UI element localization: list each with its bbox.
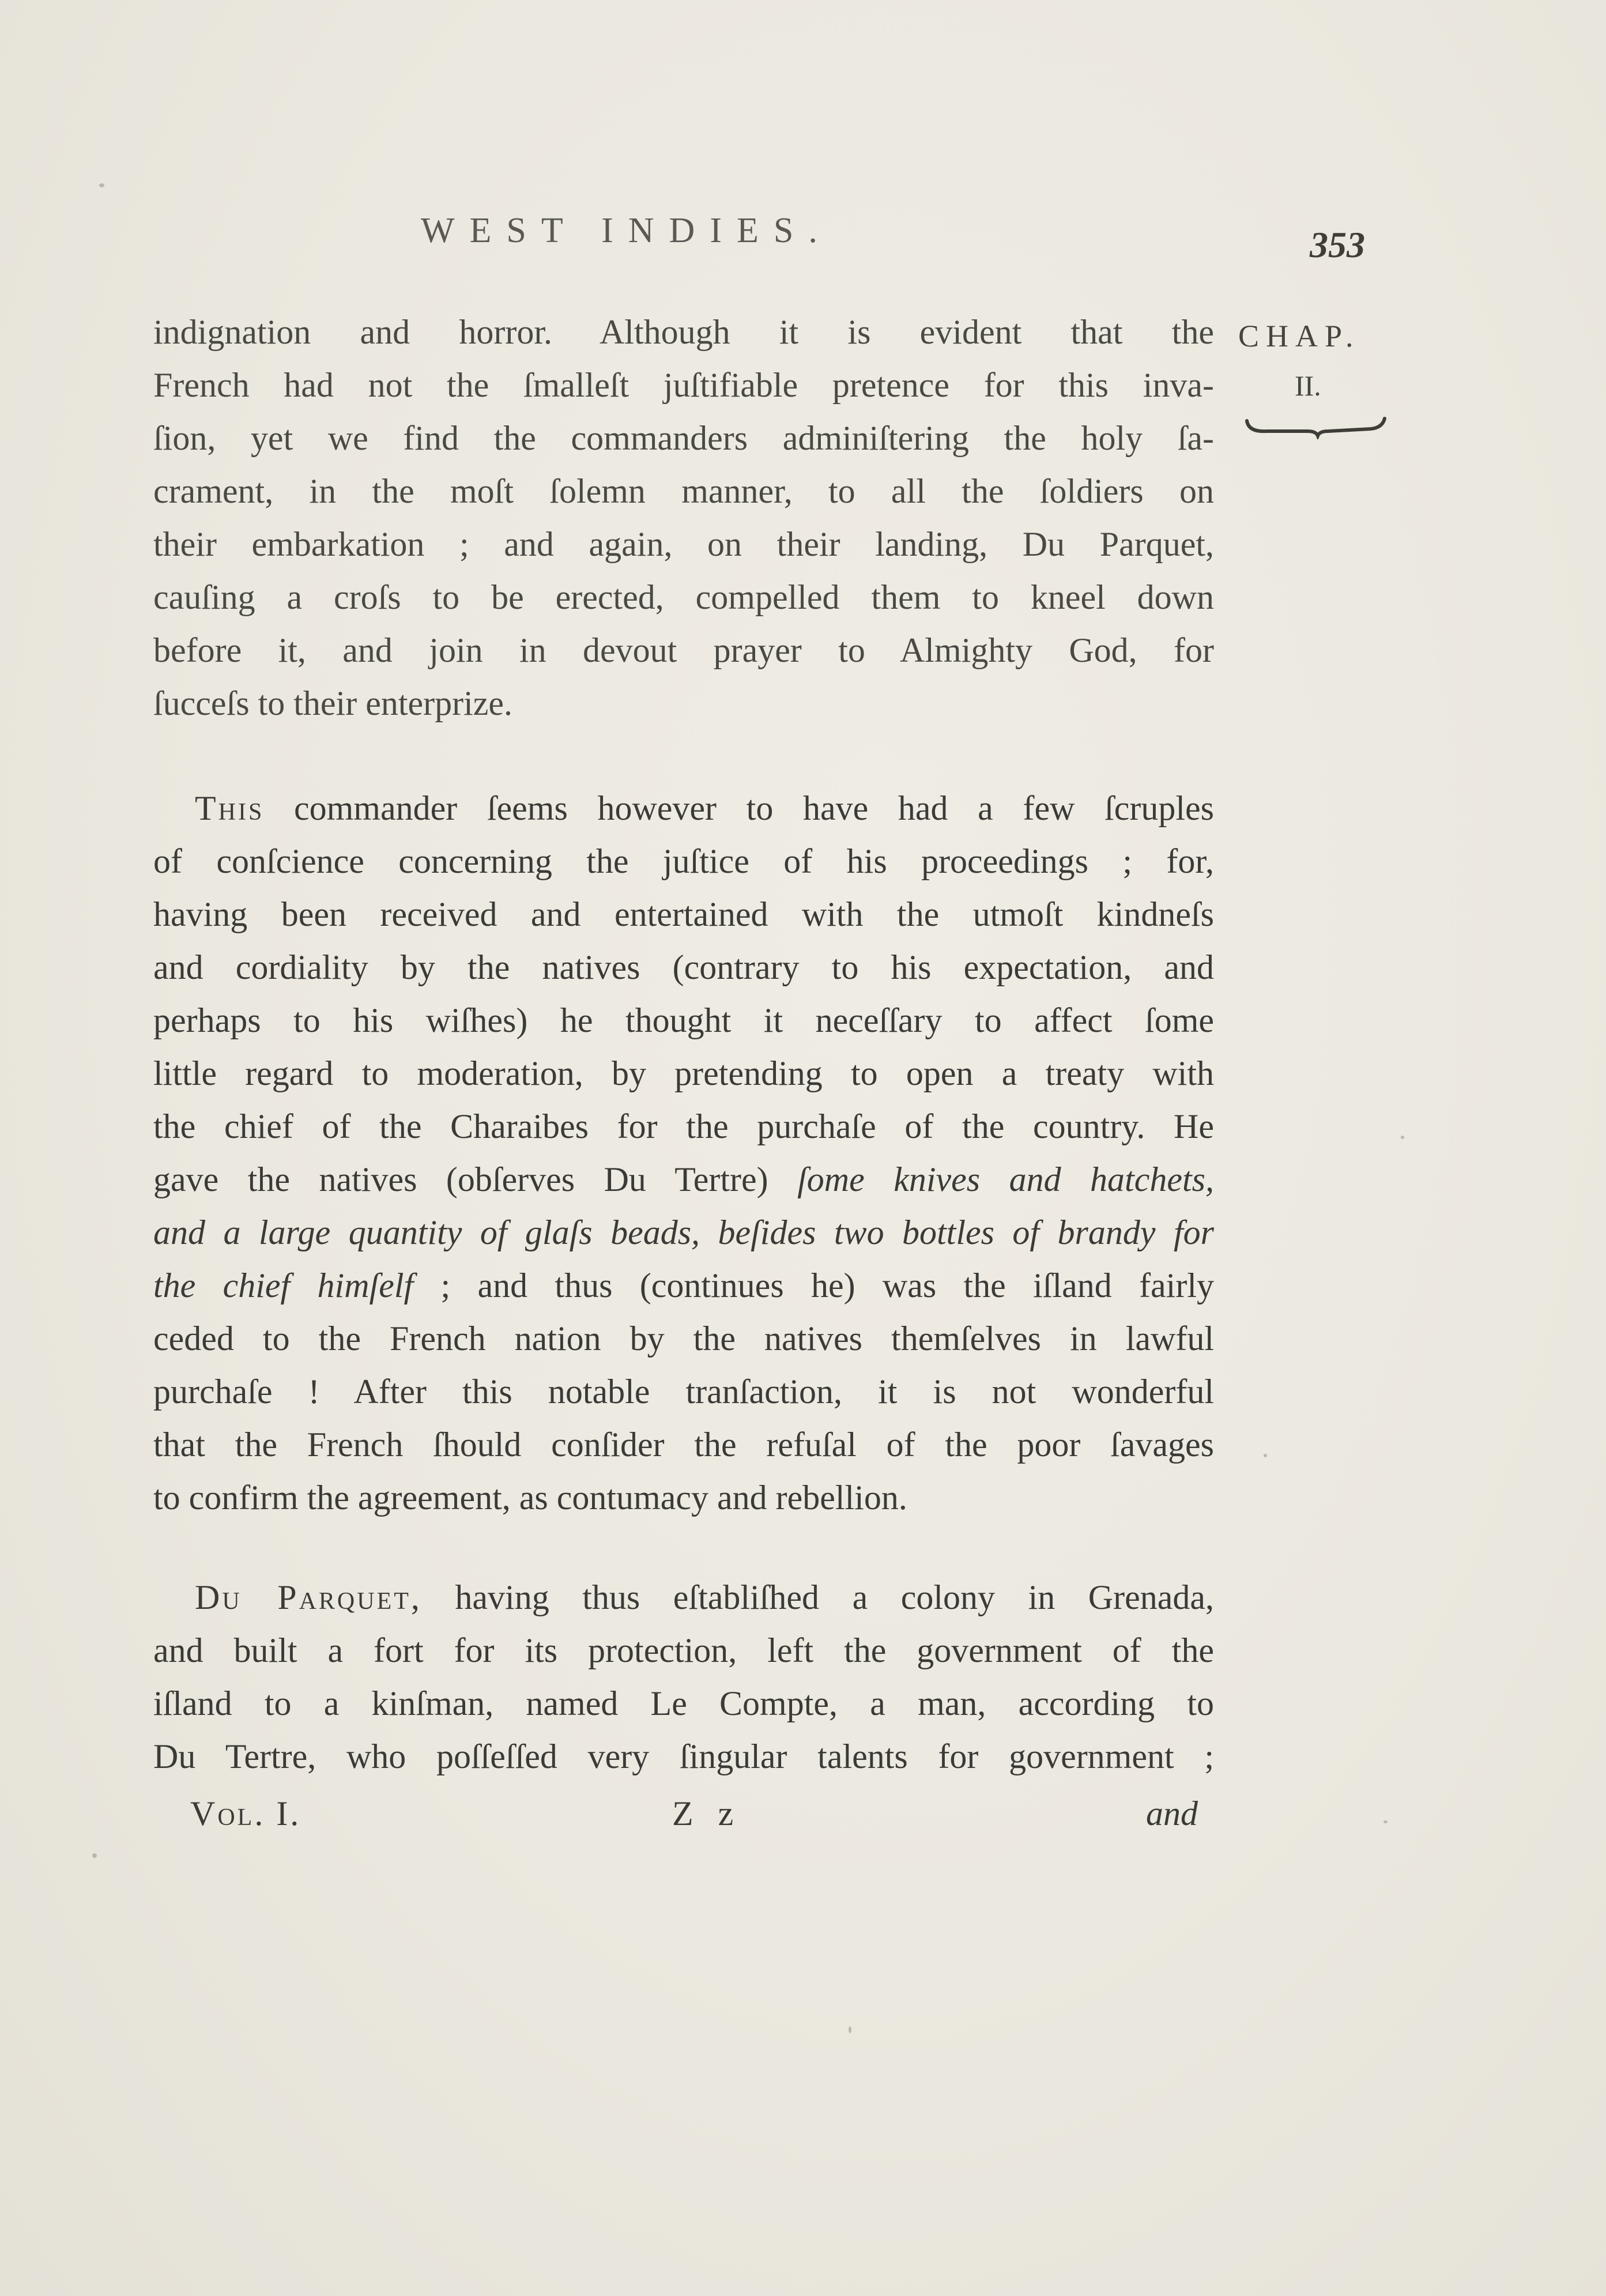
text-line: French had not the ſmalleſt juſtifiable pretence for this inva- xyxy=(153,366,1214,404)
text-line: indignation and horror. Although it is evident that the xyxy=(153,313,1214,351)
text-line: iſland to a kinſman, named Le Compte, a man, according to xyxy=(153,1684,1214,1722)
text-line: and cordiality by the natives (contrary to his expectation, and xyxy=(153,948,1214,986)
text-line xyxy=(153,1206,1214,1259)
text-line: to confirm the agreement, as contumacy and rebellion. xyxy=(153,1479,907,1517)
signature-mark: Z z xyxy=(672,1794,742,1833)
margin-brace-ornament xyxy=(1244,416,1388,439)
text-line: having been received and entertained with the utmoſt kindneſs xyxy=(153,895,1214,933)
paragraph-2 xyxy=(153,782,1214,1524)
text-line: that the French ſhould conſider the refuſal of the poor ſavages xyxy=(153,1426,1214,1464)
margin-chapter-label: CHAP. xyxy=(1238,319,1360,353)
text-line: of conſcience concerning the juſtice of his proceedings ; for, xyxy=(153,842,1214,880)
text-line: their embarkation ; and again, on their landing, Du Parquet, xyxy=(153,525,1214,563)
text-line: before it, and join in devout prayer to Almighty God, for xyxy=(153,631,1214,669)
text-line: Du Parquet, having thus eſtabliſhed a colony in Grenada, xyxy=(195,1578,1214,1616)
paper-speck xyxy=(99,183,104,187)
text-line: This commander ſeems however to have had a few ſcruples xyxy=(195,789,1214,827)
text-line: cauſing a croſs to be erected, compelled them to kneel down xyxy=(153,578,1214,616)
paragraph-1 xyxy=(153,306,1214,730)
margin-chapter-number: II. xyxy=(1295,370,1321,402)
paper-speck xyxy=(92,1853,97,1858)
text-line: the chief of the Charaibes for the purchaſe of the country. He xyxy=(153,1107,1214,1145)
text-line: crament, in the moſt ſolemn manner, to all the ſoldiers on xyxy=(153,472,1214,510)
text-line: perhaps to his wiſhes) he thought it neceſſary to affect ſome xyxy=(153,1001,1214,1039)
paragraph-3 xyxy=(153,1571,1214,1783)
text-line: Du Tertre, who poſſeſſed very ſingular talents for government ; xyxy=(153,1737,1214,1775)
paper-speck xyxy=(849,2026,851,2033)
text-line: gave the natives (obſerves Du Tertre) ſome knives and hatchets, xyxy=(153,1160,1214,1198)
text-line: little regard to moderation, by pretending to open a treaty with xyxy=(153,1054,1214,1092)
text-line: ceded to the French nation by the natives themſelves in lawful xyxy=(153,1319,1214,1358)
italic-quote: and a large quantity of glaſs beads, beſides two bottles of brandy for xyxy=(153,1213,1214,1251)
running-head: WEST INDIES. xyxy=(421,211,832,250)
italic-quote: ſome knives and hatchets, xyxy=(797,1160,1214,1198)
italic-quote: the chief himſelf xyxy=(153,1266,414,1305)
volume-label: Vol. I. xyxy=(190,1794,301,1833)
page-number: 353 xyxy=(1310,224,1365,265)
paper-speck xyxy=(1264,1454,1267,1457)
text-line: and built a fort for its protection, left the government of the xyxy=(153,1631,1214,1669)
paper-speck xyxy=(1401,1136,1404,1139)
catchword: and xyxy=(1146,1794,1198,1833)
text-line: the chief himſelf ; and thus (continues he) was the iſland fairly xyxy=(153,1266,1215,1305)
text-line: ſucceſs to their enterprize. xyxy=(153,684,513,722)
text-line: purchaſe ! After this notable tranſaction, it is not wonderful xyxy=(153,1373,1214,1411)
paper-speck xyxy=(1383,1820,1388,1823)
text-line: ſion, yet we find the commanders adminiſtering the holy ſa- xyxy=(153,419,1214,457)
